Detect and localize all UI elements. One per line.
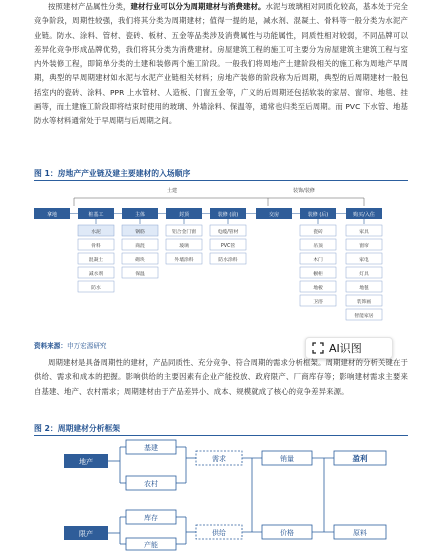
intro-paragraph bbox=[34, 0, 408, 129]
figure1-rule bbox=[34, 180, 408, 181]
fig1-material-label: 钢筋 bbox=[135, 229, 145, 235]
fig1-material-label: 木门 bbox=[313, 257, 323, 263]
fig1-material-label: 商混 bbox=[135, 243, 145, 249]
fig1-material-label: 减水剂 bbox=[88, 271, 104, 277]
source-label: 资料来源： bbox=[34, 342, 67, 350]
fig1-material-label: 防水 bbox=[91, 285, 101, 291]
figure2-title: 图 2：周期建材分析框架 bbox=[34, 424, 121, 433]
fig2-left-bottom: 限产 bbox=[79, 530, 93, 538]
fig1-material-label: 装饰画 bbox=[356, 299, 372, 305]
scan-icon bbox=[312, 342, 324, 354]
fig1-stage-label: 封顶 bbox=[178, 212, 190, 218]
figure1-source bbox=[34, 340, 107, 350]
fig1-material-label: 骨料 bbox=[91, 243, 101, 249]
fig1-material-label: 灯具 bbox=[359, 271, 369, 277]
cycle-paragraph bbox=[34, 356, 408, 399]
fig2-box-channeng: 产能 bbox=[144, 541, 158, 549]
fig1-material-label: 吊顶 bbox=[313, 243, 323, 249]
fig2-box-xiaoliang: 销量 bbox=[280, 455, 294, 463]
fig1-stage-label: 交房 bbox=[268, 212, 280, 218]
fig1-material-label: 卫浴 bbox=[313, 299, 323, 305]
fig1-stage-label: 桩基工 bbox=[88, 212, 104, 218]
fig1-material-label: 窗帘 bbox=[359, 243, 369, 249]
fig2-box-jiage: 价格 bbox=[280, 529, 294, 537]
fig1-stage-label: 购买/入住 bbox=[353, 212, 375, 218]
ai-recognize-label: AI识图 bbox=[329, 342, 362, 355]
fig1-material-label: 橱柜 bbox=[313, 271, 323, 277]
fig2-box-kucun: 库存 bbox=[144, 514, 158, 522]
fig1-stage-label: 装修 (前) bbox=[217, 212, 239, 218]
fig1-material-label: 保温 bbox=[135, 271, 145, 277]
fig1-stage-label: 拿地 bbox=[46, 212, 58, 218]
intro-body: 水泥与玻璃相对同质化较高，基本处于完全竞争阶段，周期性较强，我们将其分类为周期建材；值得一提的是，减水剂、混凝土、骨料等一般分类为水泥产业链。防水、涂料、管材、瓷砖、板材、五金等品类涉及消费属性与功能属性，同质性相对较弱，不同品牌可以差异化竞争形成品牌优势，我们将其分类为消费建材。房屋建筑工程的施工可主要分为房屋建筑主建筑工程与室内外装修工程，即简单分类的土建和装修两个施工阶段。一般我们将周地产土建阶段相关的施工称为周地产早周期，典型的早周期建材如水泥与水泥产业链相关材料；房地产装修的阶段称为后周期，典型的后周期建材一般包括室内的瓷砖、涂料、PPR 上水管材、人造板、门窗五金等，广义的后周期还包括软装的家居、窗帘、地毯、挂画等，而土建施工阶段即将结束时使用的玻璃、外墙涂料、保温等，通常也归类至后周期。而 PVC 下水管、地基防水等材料通常处于早周期与后周期之间。 bbox=[34, 2, 408, 126]
fig1-material-label: 玻璃 bbox=[179, 243, 189, 249]
fig1-material-label: 混凝土 bbox=[88, 257, 104, 263]
fig2-box-nongcun: 农村 bbox=[144, 480, 158, 488]
figure1-diagram bbox=[34, 182, 408, 338]
fig2-box-jijian: 基建 bbox=[144, 444, 158, 452]
cycle-body: 周期建材是具备周期性的建材，产品同质性、充分竞争、符合周期的需求分析框架。周期建材的分析关键在于供给、需求和成本的把握。影响供给的主要因素有企业产能投放、政府限产、厂商库存等；影响建材需求主要来自基建、地产、农村需求；周期建材由于产品差异小、成本、规模就成了核心的竞争差异来源。 bbox=[34, 358, 408, 396]
fig1-material-label: 家电 bbox=[359, 257, 369, 263]
fig1-stage-label: 装修 (后) bbox=[307, 212, 329, 218]
fig2-box-yingli: 盈利 bbox=[352, 454, 368, 463]
fig1-material-label: PVC管 bbox=[220, 243, 236, 249]
fig2-box-xuqiu: 需求 bbox=[212, 455, 226, 463]
fig1-material-label: 电缆/管材 bbox=[217, 229, 239, 235]
fig1-header-left: 土建 bbox=[166, 188, 178, 194]
fig1-stage-label: 主体 bbox=[134, 212, 146, 218]
fig2-box-gongji: 供给 bbox=[212, 529, 226, 537]
fig1-material-label: 水泥 bbox=[91, 229, 101, 235]
fig1-material-label: 智能家居 bbox=[354, 313, 374, 319]
fig1-material-columns bbox=[78, 219, 382, 320]
fig1-header-right: 装饰/装修 bbox=[293, 188, 315, 194]
fig2-box-yuanliao: 原料 bbox=[353, 529, 367, 537]
figure1-title: 图 1：房地产产业链及建主要建材的入场顺序 bbox=[34, 169, 191, 178]
fig2-left-top: 地产 bbox=[79, 458, 93, 466]
fig1-material-label: 外墙涂料 bbox=[174, 257, 194, 263]
fig1-material-label: 家具 bbox=[359, 229, 369, 235]
source-text: 申万宏源研究 bbox=[66, 342, 107, 350]
fig1-material-label: 地毯 bbox=[359, 285, 369, 291]
intro-lead-bold: 建材行业可以分为周期建材与消费建材。 bbox=[130, 2, 266, 11]
fig1-material-label: 砌块 bbox=[135, 257, 145, 263]
fig1-stage-row bbox=[34, 208, 382, 219]
intro-lead: 按照建材产品属性分类， bbox=[48, 2, 131, 11]
fig1-material-label: 地板 bbox=[313, 285, 323, 291]
figure2-diagram bbox=[34, 436, 408, 552]
fig1-material-label: 防水涂料 bbox=[218, 257, 238, 263]
fig1-material-label: 铝合金门窗 bbox=[172, 229, 196, 235]
fig1-material-label: 瓷砖 bbox=[313, 229, 323, 235]
